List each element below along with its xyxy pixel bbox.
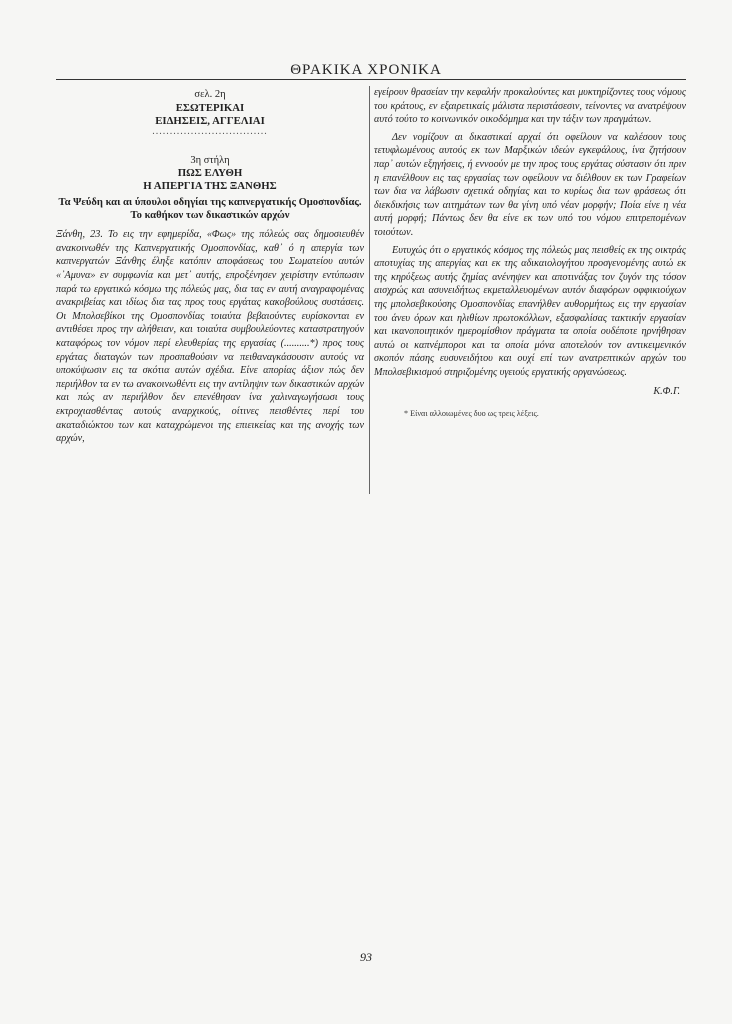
section-title-line-1: ΕΣΩΤΕΡΙΚΑΙ [175, 101, 245, 114]
right-column [374, 86, 686, 421]
running-head: ΘΡΑΚΙΚΑ ΧΡΟΝΙΚΑ [290, 62, 442, 78]
article-paragraph-2: Δεν νομίζουν αι δικαστικαί αρχαί ότι οφείλουν να καλέσουν τους τετυφλωμένους αυτούς εκ των Μαρξικών ιδεών εγκεφάλους, ίνα ζητήσουν παρ᾽ αυτών εξηγήσεις, ή εννοούν με την προς τους εργάτας σύστασιν ότι πριν η επανέλθουν εις τας εργασίας των οφείλουν να διέλθουν εκ των Γραφείων των δια να λάβωσιν σχετικά οδηγίας και το κυρίως δια των φράσεως ότι διεκδικήσις των αιτημάτων των θα γίνη υπό νέαν μορφήν; Ποία είνε η νέα αυτή μορφή; Πάντως δεν θα είνε εκ των υπό του νόμου επιτρεπομένων τοιούτων. [374, 131, 686, 238]
author-signature: Κ.Φ.Γ. [653, 386, 680, 398]
article-paragraph-3: Ευτυχώς ότι ο εργατικός κόσμος της πόλεώς μας πεισθείς εκ της οικτράς αποτυχίας της απεργίας και εκ της αδικαιολογήτου προσγενομένης αυτώ εκ της κηρύξεως αυτής ζημίας ανένηψεν και αποτινάξας τον ζυγόν της τόσον αισχρώς και ασυνειδήτως εκμεταλλευομένων αυτόν διαφόρων οφφικιούχων της μπολσεβικούσης Ομοσπονδίας επανήλθεν αυθορμήτως εις την εργασίαν του άνευ όρων και ηλιθίων πρωτοκόλλων, εξασφαλίσας τακτικήν εργασίαν και ικανοποιητικόν ημερομίσθιον πράγματα τα οποία ουδέποτε ηρνήθησαν αυτώ οι καπνέμποροι και τα οποία μόνα αποτελούν τον αντικειμενικόν σκοπόν πάσης ευσυνειδήτου και ουχί επί των ανατρεπτικών αρχών του Μπολσεβικισμού στηριζομένης υγειούς εργατικής οργανώσεως. [374, 244, 686, 378]
page-number: 93 [360, 950, 372, 964]
column-reference: 3η στήλη [190, 154, 230, 166]
left-column [56, 86, 364, 446]
dotted-separator: ................................. [152, 125, 268, 137]
header-rule [56, 79, 686, 80]
footnote: * Είναι αλλοιωμένες δυο ως τρεις λέξεις. [404, 409, 539, 419]
article-paragraph-1: εγείρουν θρασείαν την κεφαλήν προκαλούντες και μυκτηρίζοντες τους νόμους του κράτους, εν εξαιρετικαίς μάλιστα περιστάσεσιν, τείνοντες να ανατρέψουν αυτό τούτο το κοινωνικόν οικοδόμημα και την τάξιν των πραγμάτων. [374, 87, 686, 126]
subheadline: Τα Ψεύδη και αι ύπουλοι οδηγίαι της καπνεργατικής Ομοσπονδίας. Το καθήκον των δικαστικών αρχών [58, 197, 362, 222]
headline-line-2: Η ΑΠΕΡΓΙΑ ΤΗΣ ΞΑΝΘΗΣ [143, 180, 277, 193]
section-reference: σελ. 2η [194, 89, 226, 100]
headline-line-1: ΠΩΣ ΕΛΥΘΗ [177, 167, 243, 180]
article-body-left: Ξάνθη, 23. Το εις την εφημερίδα, «Φως» της πόλεώς σας δημοσιευθέν ανακοινωθέν της Καπνεργατικής Ομοσπονδίας, καθ᾽ ό η απεργία των καπνεργατών Ξάνθης έληξε κατόπιν αποφάσεως του Σωματείου αυτών «᾽Αμυνα» εν συμφωνία και μετ᾽ αυτής, επροξένησεν χειρίστην εντύπωσιν παρά τω εργατικώ κόσμω της πόλεώς μας, δια τας εν αυτή αναγραφομένας ανακριβείας και ιδίως δια τας προς τους εργάτας κακοβούλους συστάσεις. Οι Μπολσεβίκοι της Ομοσπονδίας τοιαύτα βεβαιούντες ευρίσκονται εν αντιθέσει προς την αλήθειαν, και τοιαύτα συμβουλεύοντες καταστρατηγούν καταφόρως τον νόμον περί ελευθερίας της εργασίας (..........*) προς τους εργάτας διαταγών των προσπαθούσιν να πειθαναγκάσουσιν αυτούς να υποκύψωσιν εις τα σκότια αυτών σχέδια. Είνε απορίας άξιον πώς δεν περιήλθον τα εν τω ανακοινωθέντι εις την αντίληψιν των δικαστικών αρχών και πώς αν περιήλθον δεν επενέθησαν ίνα χαλιναγωγήσωσι τους εκτροχιασθέντας αυτούς αναρχικούς, οίτινες πεισθέντες περί του ακαταδιώκτου των και καταχρώμενοι της επιεικείας και της ανοχής των αρχών, [56, 229, 364, 445]
section-title-line-2: ΕΙΔΗΣΕΙΣ, ΑΓΓΕΛΙΑΙ [155, 114, 265, 127]
column-divider [369, 86, 370, 494]
